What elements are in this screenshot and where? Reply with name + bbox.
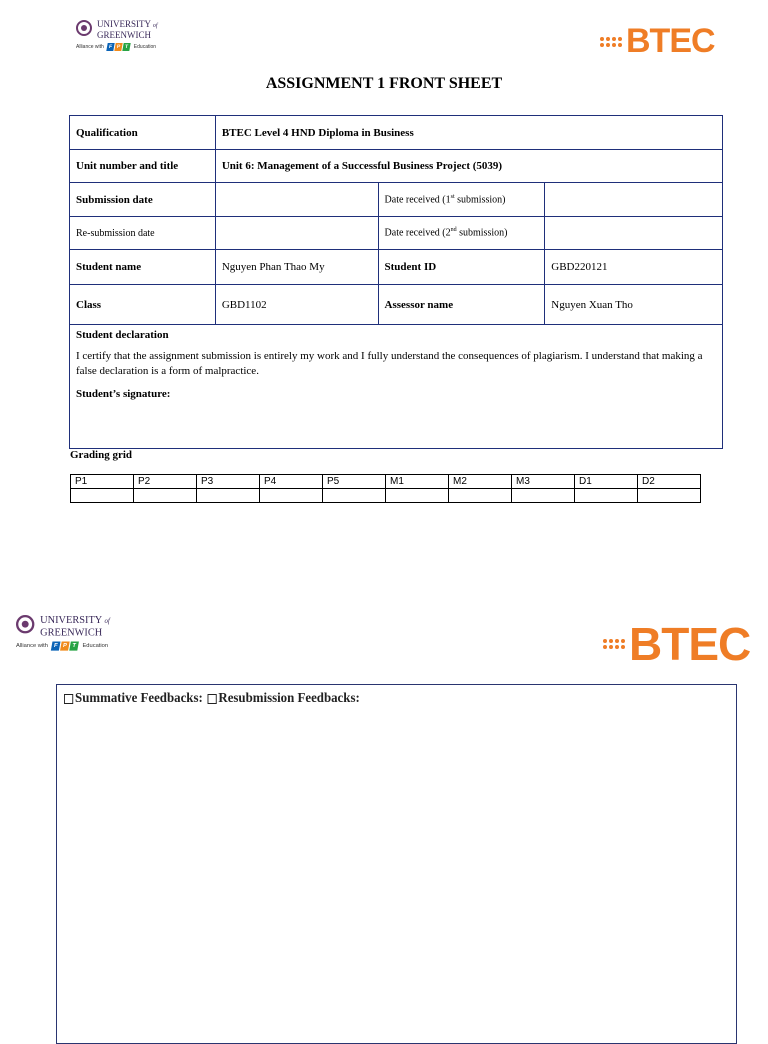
table-row xyxy=(70,183,723,217)
resubmission-checkbox-icon[interactable] xyxy=(207,694,216,704)
table-row xyxy=(70,150,723,183)
btec-dots-icon xyxy=(603,639,625,649)
grade-d1-cell[interactable] xyxy=(575,489,638,503)
student-name-label: Student name xyxy=(70,250,216,285)
grade-p5: P5 xyxy=(323,475,386,489)
grade-m3-cell[interactable] xyxy=(512,489,575,503)
summative-feedback-label: Summative Feedbacks: xyxy=(75,691,203,706)
grade-p5-cell[interactable] xyxy=(323,489,386,503)
date-received-1-label: Date received (1st submission) xyxy=(378,183,545,217)
alliance-suffix: Education xyxy=(82,642,109,650)
grade-p3: P3 xyxy=(197,475,260,489)
declaration-text: I certify that the assignment submission is entirely my work and I fully understand the consequences of plagiarism. I understand that making a false declaration is a form of malpractice. xyxy=(76,350,703,377)
btec-dots-icon xyxy=(600,37,622,47)
grade-p4: P4 xyxy=(260,475,323,489)
logo-of-text: of xyxy=(152,23,158,29)
student-id-value: GBD220121 xyxy=(545,250,723,285)
grade-m2: M2 xyxy=(449,475,512,489)
unit-label: Unit number and title xyxy=(70,150,216,183)
alliance-suffix: Education xyxy=(133,44,157,50)
grade-d2-cell[interactable] xyxy=(638,489,701,503)
assessor-label: Assessor name xyxy=(378,285,545,325)
resubmission-date-label: Re-submission date xyxy=(70,217,216,250)
grading-grid-table xyxy=(70,474,701,503)
university-greenwich-logo xyxy=(76,20,158,51)
btec-logo-text: BTEC xyxy=(626,22,715,60)
declaration-cell xyxy=(70,325,723,449)
declaration-title: Student declaration xyxy=(76,329,169,341)
logo-university-text: UNIVERSITY xyxy=(97,19,151,29)
fpt-t-letter: T xyxy=(122,43,130,51)
btec-logo-text: BTEC xyxy=(629,618,751,670)
grade-m2-cell[interactable] xyxy=(449,489,512,503)
fpt-t-letter: T xyxy=(69,641,79,650)
logo-greenwich-text: GREENWICH xyxy=(97,30,151,40)
table-row xyxy=(70,285,723,325)
front-sheet-table xyxy=(69,115,723,449)
class-value: GBD1102 xyxy=(215,285,378,325)
grade-d1: D1 xyxy=(575,475,638,489)
fpt-f-letter: F xyxy=(51,641,61,650)
resubmission-date-field[interactable] xyxy=(215,217,378,250)
alliance-prefix: Alliance with xyxy=(16,642,48,650)
fpt-p-letter: P xyxy=(60,641,70,650)
qualification-value: BTEC Level 4 HND Diploma in Business xyxy=(215,116,722,150)
grade-d2: D2 xyxy=(638,475,701,489)
grading-value-row xyxy=(71,489,701,503)
table-row xyxy=(70,116,723,150)
grade-p3-cell[interactable] xyxy=(197,489,260,503)
grade-p1: P1 xyxy=(71,475,134,489)
logo-greenwich-text: GREENWICH xyxy=(40,626,103,638)
class-label: Class xyxy=(70,285,216,325)
signature-label: Student’s signature: xyxy=(76,388,171,400)
page-title: ASSIGNMENT 1 FRONT SHEET xyxy=(265,75,503,92)
fpt-f-letter: F xyxy=(106,43,114,51)
table-row xyxy=(70,217,723,250)
btec-logo-2 xyxy=(603,617,750,671)
university-crest-icon xyxy=(76,20,92,36)
grade-p2-cell[interactable] xyxy=(134,489,197,503)
student-name-value: Nguyen Phan Thao My xyxy=(215,250,378,285)
grade-p2: P2 xyxy=(134,475,197,489)
resubmission-feedback-label: Resubmission Feedbacks: xyxy=(218,691,360,706)
grade-m1-cell[interactable] xyxy=(386,489,449,503)
logo-of-text: of xyxy=(104,618,110,626)
summative-checkbox-icon[interactable] xyxy=(64,694,73,704)
university-greenwich-logo-2 xyxy=(16,615,110,651)
table-row xyxy=(70,325,723,449)
grading-grid-label: Grading grid xyxy=(70,449,133,461)
unit-value: Unit 6: Management of a Successful Business Project (5039) xyxy=(215,150,722,183)
fpt-p-letter: P xyxy=(114,43,122,51)
grade-p4-cell[interactable] xyxy=(260,489,323,503)
submission-date-field[interactable] xyxy=(215,183,378,217)
university-crest-icon xyxy=(16,615,34,633)
logo-university-text: UNIVERSITY xyxy=(40,613,102,626)
alliance-prefix: Alliance with xyxy=(76,44,104,50)
feedback-box[interactable] xyxy=(56,684,737,1044)
table-row xyxy=(70,250,723,285)
date-received-1-field[interactable] xyxy=(545,183,723,217)
feedback-title xyxy=(64,691,682,707)
date-received-2-field[interactable] xyxy=(545,217,723,250)
qualification-label: Qualification xyxy=(70,116,216,150)
submission-date-label: Submission date xyxy=(70,183,216,217)
grade-m3: M3 xyxy=(512,475,575,489)
grading-header-row xyxy=(71,475,701,489)
btec-logo xyxy=(600,22,715,61)
student-id-label: Student ID xyxy=(378,250,545,285)
grade-m1: M1 xyxy=(386,475,449,489)
date-received-2-label: Date received (2nd submission) xyxy=(378,217,545,250)
assessor-value: Nguyen Xuan Tho xyxy=(545,285,723,325)
fpt-alliance-logo xyxy=(16,641,110,650)
fpt-alliance-logo xyxy=(76,43,158,51)
grade-p1-cell[interactable] xyxy=(71,489,134,503)
